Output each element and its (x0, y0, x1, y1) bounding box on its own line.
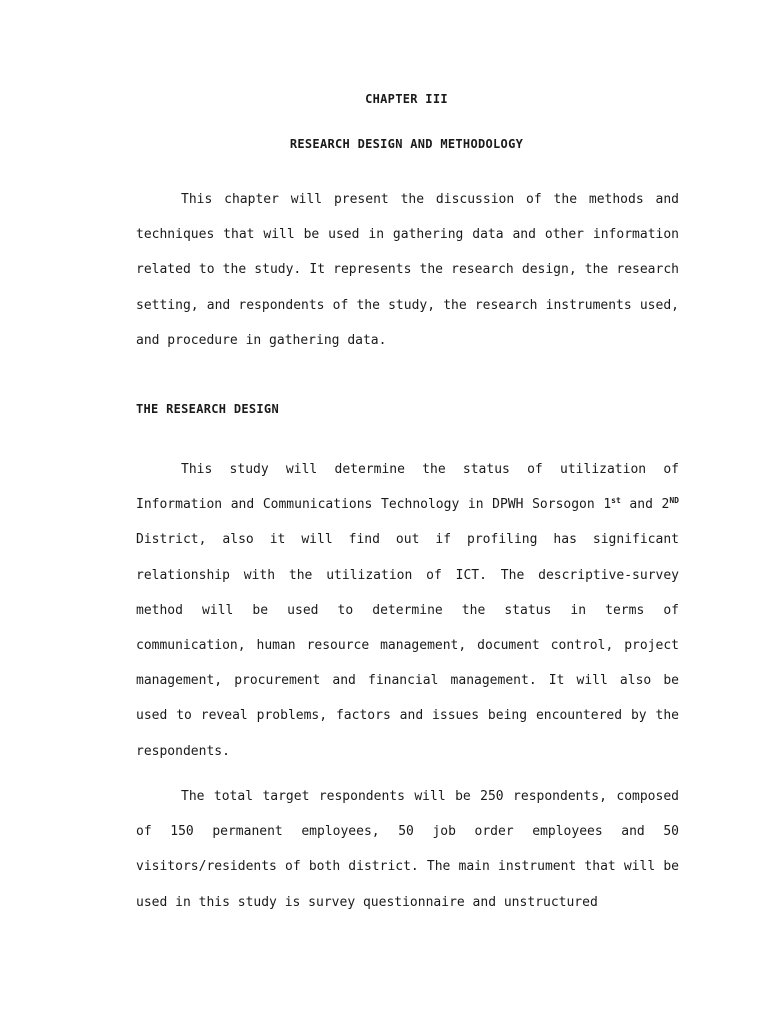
chapter-label: CHAPTER III (365, 92, 448, 106)
chapter-title: RESEARCH DESIGN AND METHODOLOGY (289, 137, 524, 151)
section-heading: THE RESEARCH DESIGN (136, 402, 279, 416)
research-design-paragraph (136, 452, 679, 769)
intro-paragraph (136, 182, 679, 358)
paragraph-text-part-1: This study will determine the status of utilization of Information and Communications Technology in DPWH Sorsogon 1 (136, 462, 679, 513)
respondents-paragraph (136, 779, 679, 920)
paragraph-text-part-3: District, also it will find out if profiling has significant relationship with the utilization of ICT. The descriptive-survey method will be used to determine the status in terms of communication, human resource management, document control, project management, procurement and financial management. It will also be used to reveal problems, factors and issues being encountered by the respondents. (136, 532, 679, 759)
paragraph-text-part-2: and 2 (620, 497, 670, 513)
intro-paragraph-text: This chapter will present the discussion of the methods and techniques that will be used in gathering data and other information related to the study. It represents the research design, the research setting, and respondents of the study, the research instruments used, and procedure in gathering data. (136, 192, 679, 348)
ordinal-superscript-1st: st (611, 496, 621, 506)
respondents-paragraph-text: The total target respondents will be 250 respondents, composed of 150 permanent employees, 50 job order employees and 50 visitors/residents of both district. The main instrument that will be used in this study is survey questionnaire and unstructured (136, 789, 679, 910)
ordinal-superscript-2nd: ND (669, 496, 679, 506)
